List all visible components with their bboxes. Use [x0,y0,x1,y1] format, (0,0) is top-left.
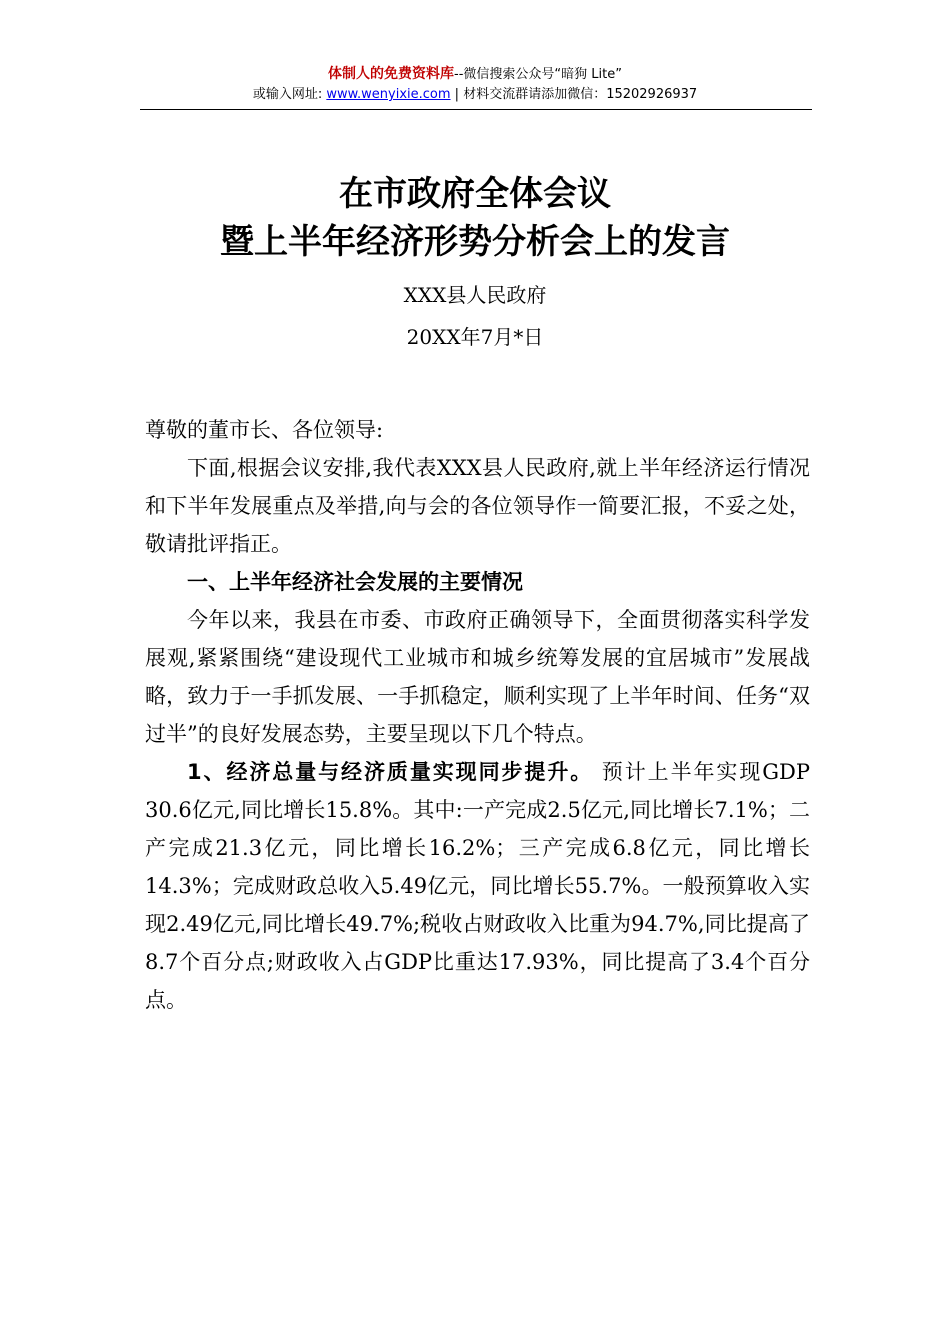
header-line-1 [140,64,810,85]
salutation: 尊敬的董市长、各位领导: [145,418,384,442]
header-line-2 [140,85,810,105]
point-1-heading: 1、经济总量与经济质量实现同步提升。 [187,760,594,784]
date: 20XX年7月*日 [406,325,544,349]
document-title-line-2: 暨上半年经济形势分析会上的发言 [220,222,730,262]
brand-suffix: --微信搜索公众号“暗狗 Lite” [454,67,622,82]
document-body [145,411,810,1019]
point-1-text: 预计上半年实现GDP 30.6亿元,同比增长15.8%。其中:一产完成2.5亿元,同比增长7.1%；二产完成21.3亿元，同比增长16.2%；三产完成6.8亿元，同比增长14.3%；完成财政总收入5.49亿元，同比增长55.7%。一般预算收入实现2.49亿元,同比增长49.7%;税收占财政收入比重为94.7%,同比提高了8.7个百分点;财政收入占GDP比重达17.93%，同比提高了3.4个百分点。 [145,760,810,1012]
page-header [140,64,810,105]
section-1-paragraph: 今年以来，我县在市委、市政府正确领导下，全面贯彻落实科学发展观,紧紧围绕“建设现代工业城市和城乡统筹发展的宜居城市”发展战略，致力于一手抓发展、一手抓稳定，顺利实现了上半年时间、任务“双过半”的良好发展态势，主要呈现以下几个特点。 [145,608,810,746]
section-1-heading: 一、上半年经济社会发展的主要情况 [187,570,523,594]
brand-name: 体制人的免费资料库 [328,66,455,82]
document-title-line-1: 在市政府全体会议 [339,174,611,214]
website-link[interactable]: www.wenyixie.com [326,87,451,102]
point-1-paragraph [145,753,810,1019]
header-divider [140,109,812,110]
url-prefix: 或输入网址: [252,87,327,102]
contact-info: | 材料交流群请添加微信：15202926937 [450,87,698,102]
author: XXX县人民政府 [403,283,547,307]
intro-paragraph: 下面,根据会议安排,我代表XXX县人民政府,就上半年经济运行情况和下半年发展重点及举措,向与会的各位领导作一简要汇报，不妥之处，敬请批评指正。 [145,456,810,556]
